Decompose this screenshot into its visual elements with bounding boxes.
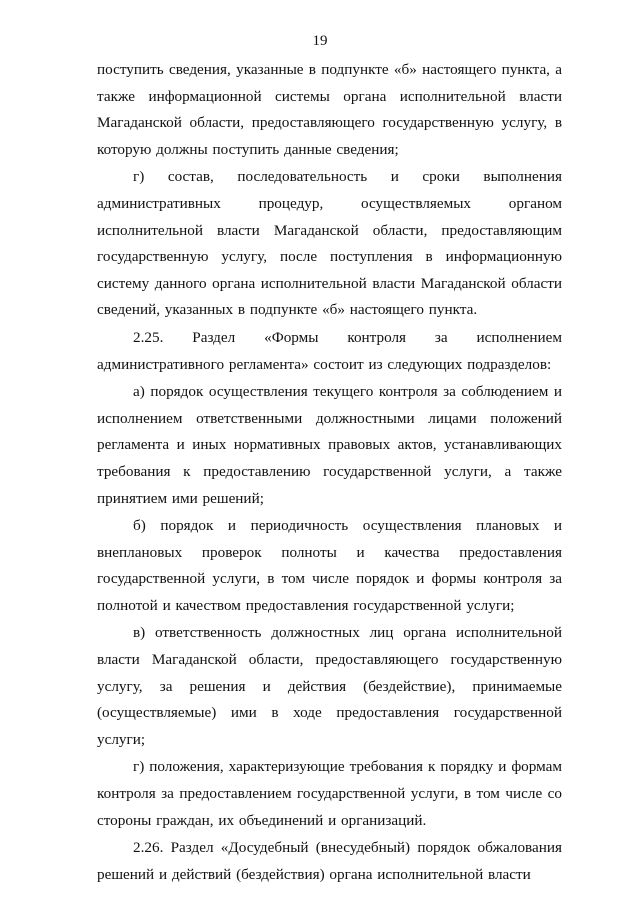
paragraph-section-2-25: 2.25. Раздел «Формы контроля за исполнением административного регламента» состоит из следующих подразделов:: [97, 328, 562, 373]
page-number: 19: [312, 33, 328, 49]
paragraph-item-v-responsibility: в) ответственность должностных лиц органа исполнительной власти Магаданской области, предоставляющего государственную услугу, за решения и действия (бездействие), принимаемые (осуществляемые) ими в ходе предоставления государственной услуги;: [97, 624, 562, 748]
paragraph-item-g-procedures: г) состав, последовательность и сроки выполнения административных процедур, осуществляемых органом исполнительной власти Магаданской области, предоставляющим государственную услугу, после поступления в информационную систему данного органа исполнительной власти Магаданской области сведений, указанных в подпункте «б» настоящего пункта.: [97, 168, 562, 319]
paragraph-item-g-control-requirements: г) положения, характеризующие требования к порядку и формам контроля за предоставлением государственной услуги, в том числе со стороны граждан, их объединений и организаций.: [97, 758, 562, 829]
paragraph-item-a-current-control: а) порядок осуществления текущего контроля за соблюдением и исполнением ответственными должностными лицами положений регламента и иных нормативных правовых актов, устанавливающих требования к предоставлению государственной услуги, а также принятием ими решений;: [97, 383, 562, 507]
document-body: [97, 57, 562, 888]
paragraph-continuation-sources: поступить сведения, указанные в подпункте «б» настоящего пункта, а также информационной системы органа исполнительной власти Магаданской области, предоставляющего государственную услугу, в которую должны поступить данные сведения;: [97, 61, 562, 158]
paragraph-item-b-inspections: б) порядок и периодичность осуществления плановых и внеплановых проверок полноты и качества предоставления государственной услуги, в том числе порядок и формы контроля за полнотой и качеством предоставления государственной услуги;: [97, 517, 562, 614]
paragraph-section-2-26: 2.26. Раздел «Досудебный (внесудебный) порядок обжалования решений и действий (бездействия) органа исполнительной власти: [97, 839, 562, 883]
